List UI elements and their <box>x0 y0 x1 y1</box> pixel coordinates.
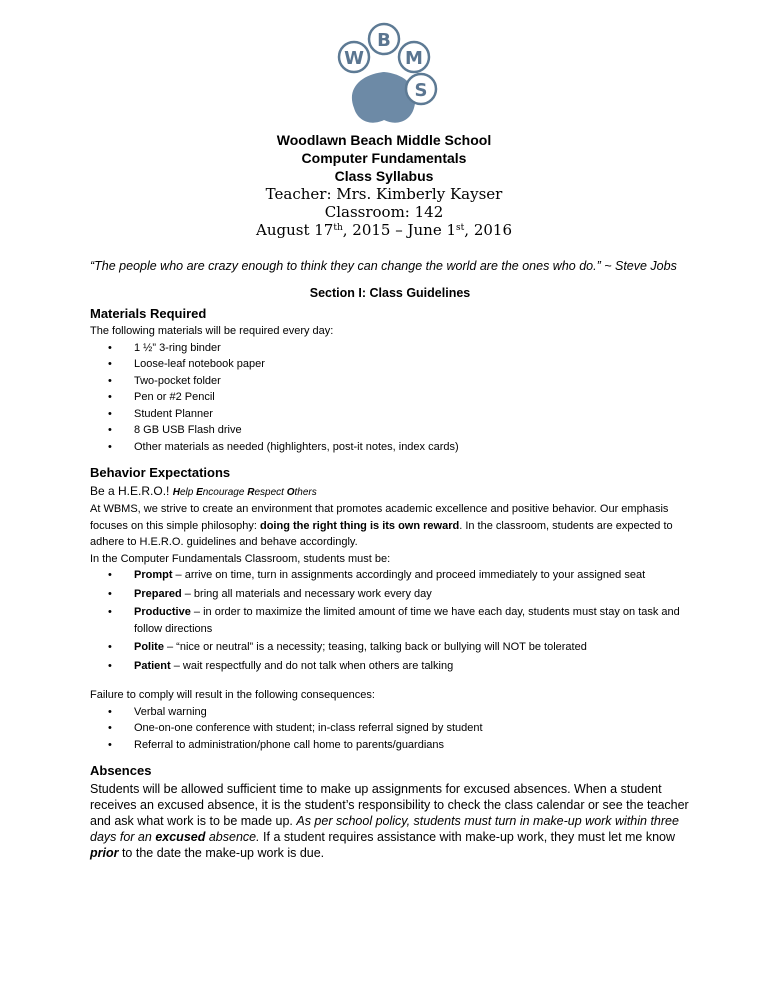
list-item-text: Loose-leaf notebook paper <box>134 358 265 370</box>
materials-list <box>90 340 690 456</box>
hero-lead: Be a H.E.R.O.! <box>90 483 173 498</box>
paragraph-text: . In the classroom, students are expected to adhere to H.E.R.O. guidelines and behave accordingly. <box>90 519 673 548</box>
hero-acronym <box>173 487 317 498</box>
hero-letter: R <box>247 486 255 498</box>
hero-word: thers <box>294 486 317 498</box>
paragraph-text: Students will be allowed sufficient time to make up assignments for excused absences. When a student receives an excused absence, it is the student’s responsibility to check the class calendar or see the teacher and ask what work is to be made up. <box>90 781 689 828</box>
behavior-desc: – “nice or neutral” is a necessity; teasing, talking back or bullying will NOT be tolerated <box>163 641 587 653</box>
bullet-icon: • <box>108 722 112 734</box>
behavior-desc: – bring all materials and necessary work every day <box>181 587 432 600</box>
school-name: Woodlawn Beach Middle School <box>276 132 492 148</box>
consequences-list <box>90 704 690 754</box>
paragraph-text: At WBMS, we strive to create an environment that promotes academic excellence and positive behavior. Our emphasis focuses on this simple philosophy: <box>90 503 669 532</box>
behavior-desc: – arrive on time, turn in assignments accordingly and proceed immediately to your assigned seat <box>172 569 646 581</box>
list-item-text: 8 GB USB Flash drive <box>134 424 242 436</box>
materials-heading: Materials Required <box>90 305 207 321</box>
list-item-text: Two-pocket folder <box>134 374 221 387</box>
behavior-list <box>90 567 690 674</box>
document-type: Class Syllabus <box>334 168 434 184</box>
behavior-desc: – in order to maximize the limited amount of time we have each day, students must stay on task and follow directions <box>134 606 680 635</box>
list-item <box>108 737 690 754</box>
list-item <box>108 639 690 656</box>
logo-letter-m: M <box>405 48 423 69</box>
materials-intro: The following materials will be required every day: <box>90 325 334 337</box>
behavior-paragraph <box>90 501 690 551</box>
bullet-icon: • <box>108 705 112 718</box>
wbms-paw-logo <box>324 22 444 142</box>
logo-letter-b: B <box>377 30 391 51</box>
hero-letter: O <box>286 486 295 498</box>
list-item <box>108 406 690 423</box>
date-start: August 17 <box>255 221 334 239</box>
list-item-text: Verbal warning <box>134 705 207 718</box>
bullet-icon: • <box>108 407 112 420</box>
behavior-term: Productive <box>134 606 191 618</box>
behavior-desc: – wait respectfully and do not talk when others are talking <box>170 659 454 672</box>
list-item <box>108 658 690 675</box>
absences-paragraph <box>90 781 690 861</box>
list-item <box>108 704 690 721</box>
bullet-icon: • <box>108 391 112 403</box>
hero-word: ncourage <box>202 486 248 498</box>
course-name: Computer Fundamentals <box>301 150 467 166</box>
bullet-icon: • <box>108 424 112 436</box>
bullet-icon: • <box>108 440 112 453</box>
hero-word: elp <box>179 486 197 498</box>
list-item <box>108 356 690 373</box>
list-item <box>108 422 690 439</box>
behavior-intro: In the Computer Fundamentals Classroom, students must be: <box>90 552 391 565</box>
logo-letter-w: W <box>344 48 364 69</box>
behavior-heading: Behavior Expectations <box>90 465 231 480</box>
policy-text-part: absence. <box>205 829 260 844</box>
spacer <box>90 676 690 687</box>
bullet-icon: • <box>108 341 112 354</box>
bullet-icon: • <box>108 569 112 581</box>
hero-letter: H <box>172 486 180 498</box>
list-item-text: 1 ½” 3-ring binder <box>134 341 221 354</box>
behavior-term: Prepared <box>134 587 182 600</box>
paragraph-text: If a student requires assistance with make-up work, they must let me know <box>259 829 676 844</box>
list-item <box>108 439 690 456</box>
list-item-text: Other materials as needed (highlighters, post-it notes, index cards) <box>134 440 459 453</box>
document-header <box>0 131 768 239</box>
bullet-icon: • <box>108 641 112 653</box>
bullet-icon: • <box>108 358 112 370</box>
list-item <box>108 340 690 357</box>
policy-emphasis: excused <box>155 829 206 844</box>
paragraph-text: to the date the make-up work is due. <box>118 845 325 860</box>
list-item <box>108 389 690 406</box>
date-start-suffix: th <box>333 223 343 233</box>
quote-author: ~ Steve Jobs <box>600 259 677 273</box>
list-item <box>108 720 690 737</box>
bullet-icon: • <box>108 606 112 618</box>
bullet-icon: • <box>108 374 112 387</box>
logo-letter-s: S <box>414 80 428 101</box>
consequences-intro: Failure to comply will result in the following consequences: <box>90 689 375 701</box>
behavior-term: Polite <box>134 641 164 653</box>
bullet-icon: • <box>108 659 112 672</box>
prior-emphasis: prior <box>90 845 119 860</box>
behavior-term: Prompt <box>134 569 173 581</box>
absences-heading: Absences <box>90 763 152 778</box>
date-mid: , 2015 – June 1 <box>342 221 457 239</box>
list-item-text: One-on-one conference with student; in-class referral signed by student <box>134 722 483 734</box>
list-item <box>108 604 690 637</box>
list-item-text: Referral to administration/phone call home to parents/guardians <box>134 738 445 751</box>
policy-text-part: As per school policy, students must turn in make-up work within three days for an <box>90 813 679 844</box>
section-title: Section I: Class Guidelines <box>309 286 471 300</box>
list-item <box>108 567 690 584</box>
quote <box>90 259 677 273</box>
date-range <box>0 221 768 239</box>
hero-letter: E <box>196 486 203 498</box>
list-item <box>108 373 690 390</box>
hero-motto <box>90 483 690 502</box>
classroom-line: Classroom: 142 <box>324 203 444 221</box>
list-item <box>108 586 690 603</box>
hero-word: espect <box>254 486 287 498</box>
syllabus-body <box>90 285 690 861</box>
teacher-line: Teacher: Mrs. Kimberly Kayser <box>265 185 503 203</box>
quote-text: “The people who are crazy enough to think they can change the world are the ones who do.” <box>90 259 601 273</box>
list-item-text: Pen or #2 Pencil <box>134 391 215 403</box>
date-end-suffix: st <box>456 223 465 233</box>
date-end: , 2016 <box>464 221 512 239</box>
philosophy-text: doing the right thing is its own reward <box>259 519 460 532</box>
bullet-icon: • <box>108 587 112 600</box>
bullet-icon: • <box>108 738 112 751</box>
list-item-text: Student Planner <box>134 407 213 420</box>
behavior-term: Patient <box>134 659 171 672</box>
